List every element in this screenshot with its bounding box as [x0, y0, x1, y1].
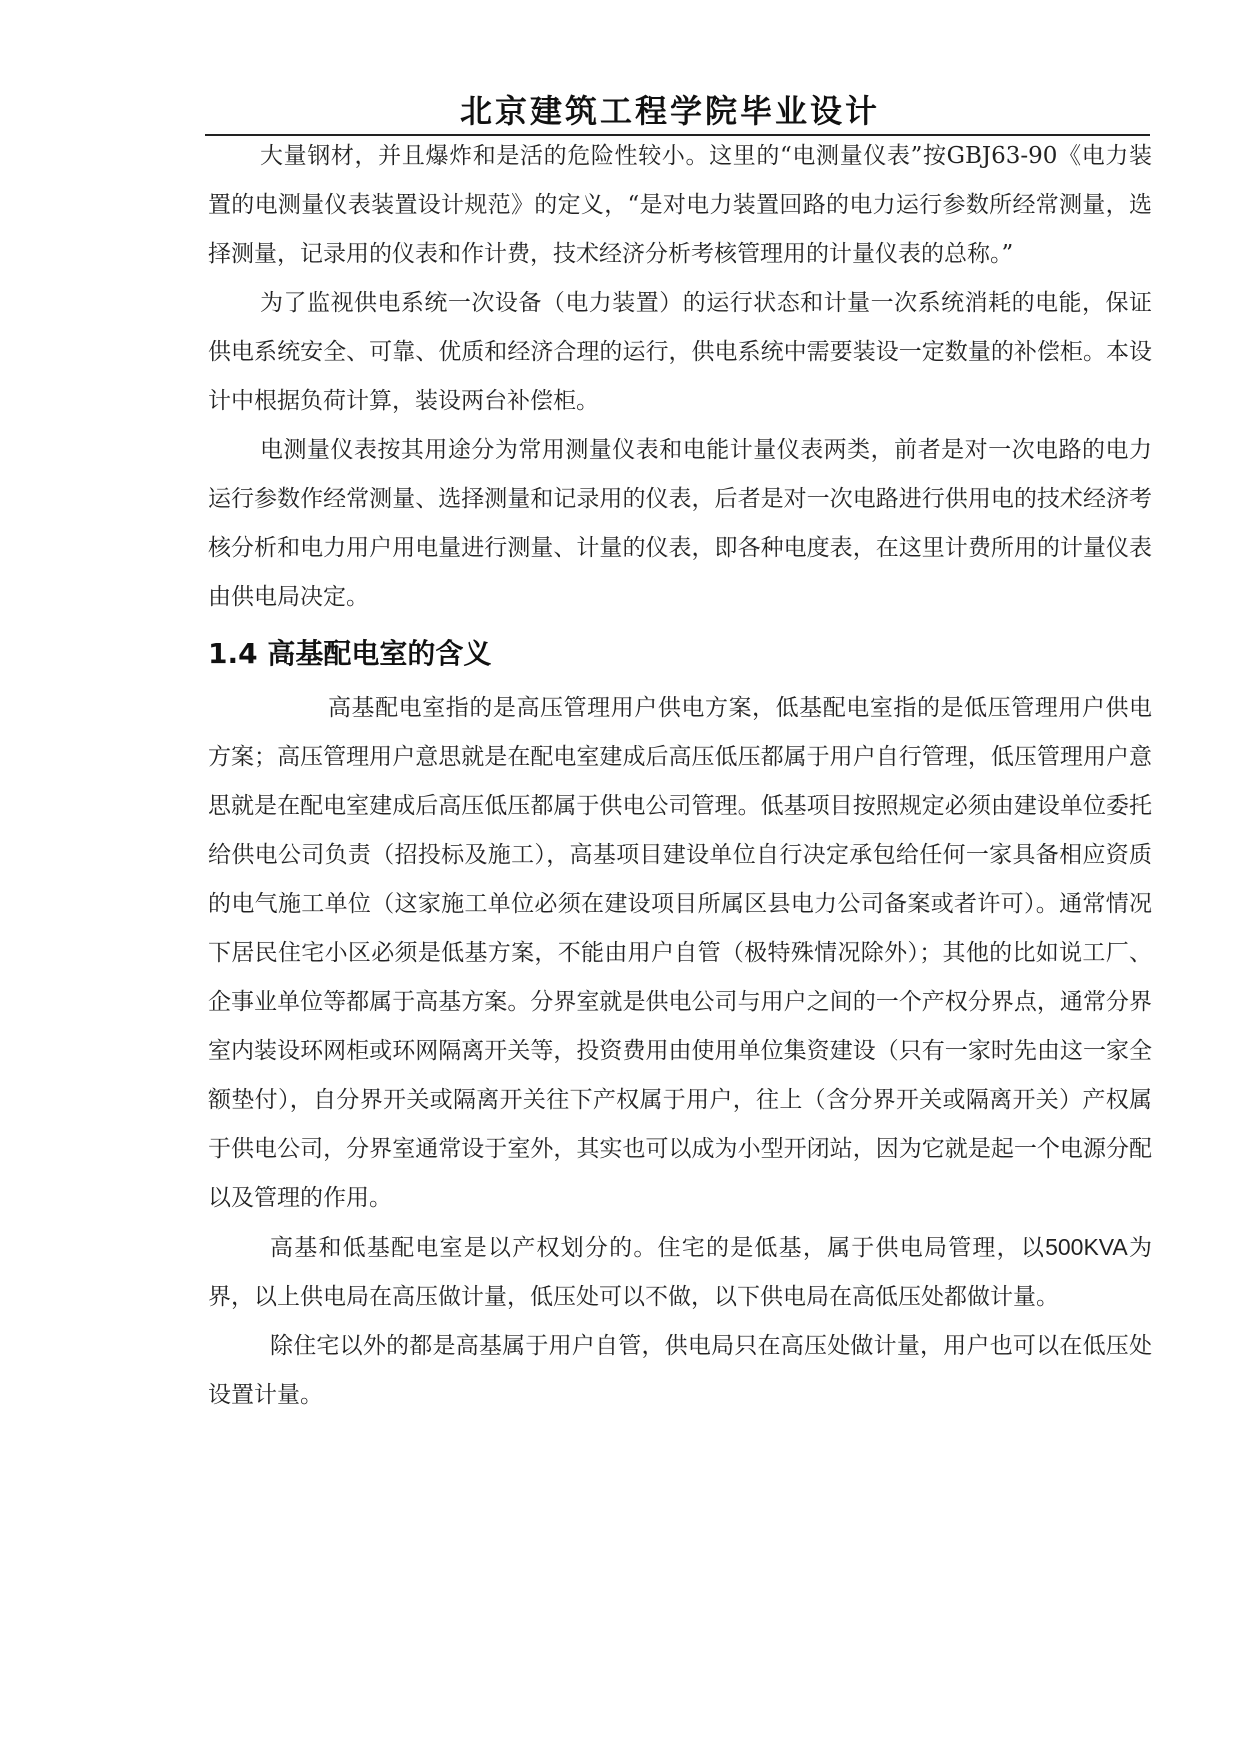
page-header-title: 北京建筑工程学院毕业设计 [459, 92, 880, 130]
paragraph-5-text-b: 为界，以上供电局在高压做计量，低压处可以不做，以下供电局在高低压处都做计量。 [208, 1235, 1153, 1310]
document-body [208, 132, 1152, 1420]
paragraph-5 [208, 1223, 1152, 1322]
paragraph-2: 为了监视供电系统一次设备（电力装置）的运行状态和计量一次系统消耗的电能，保证供电系统安全、可靠、优质和经济合理的运行，供电系统中需要装设一定数量的补偿柜。本设计中根据负荷计算，装设两台补偿柜。 [208, 290, 1152, 414]
paragraph-3: 电测量仪表按其用途分为常用测量仪表和电能计量仪表两类，前者是对一次电路的电力运行参数作经常测量、选择测量和记录用的仪表，后者是对一次电路进行供用电的技术经济考核分析和电力用户用电量进行测量、计量的仪表，即各种电度表，在这里计费所用的计量仪表由供电局决定。 [208, 437, 1152, 610]
capacity-value: 500KVA [1045, 1234, 1128, 1260]
section-heading: 1.4 高基配电室的含义 [208, 637, 492, 670]
paragraph-1: 大量钢材，并且爆炸和是活的危险性较小。这里的“电测量仪表”按GBJ63-90《电力装置的电测量仪表装置设计规范》的定义，“是对电力装置回路的电力运行参数所经常测量，选择测量，记录用的仪表和作计费，技术经济分析考核管理用的计量仪表的总称。” [208, 143, 1152, 267]
paragraph-4: 高基配电室指的是高压管理用户供电方案，低基配电室指的是低压管理用户供电方案；高压管理用户意思就是在配电室建成后高压低压都属于用户自行管理，低压管理用户意思就是在配电室建成后高压低压都属于供电公司管理。低基项目按照规定必须由建设单位委托给供电公司负责（招投标及施工），高基项目建设单位自行决定承包给任何一家具备相应资质的电气施工单位（这家施工单位必须在建设项目所属区县电力公司备案或者许可）。通常情况下居民住宅小区必须是低基方案，不能由用户自管（极特殊情况除外）；其他的比如说工厂、企事业单位等都属于高基方案。分界室就是供电公司与用户之间的一个产权分界点，通常分界室内装设环网柜或环网隔离开关等，投资费用由使用单位集资建设（只有一家时先由这一家全额垫付），自分界开关或隔离开关往下产权属于用户，往上（含分界开关或隔离开关）产权属于供电公司，分界室通常设于室外，其实也可以成为小型开闭站，因为它就是起一个电源分配以及管理的作用。 [208, 695, 1152, 1211]
paragraph-5-text-a: 高基和低基配电室是以产权划分的。住宅的是低基，属于供电局管理，以 [270, 1235, 1046, 1261]
paragraph-6: 除住宅以外的都是高基属于用户自管，供电局只在高压处做计量，用户也可以在低压处设置计量。 [208, 1333, 1152, 1408]
